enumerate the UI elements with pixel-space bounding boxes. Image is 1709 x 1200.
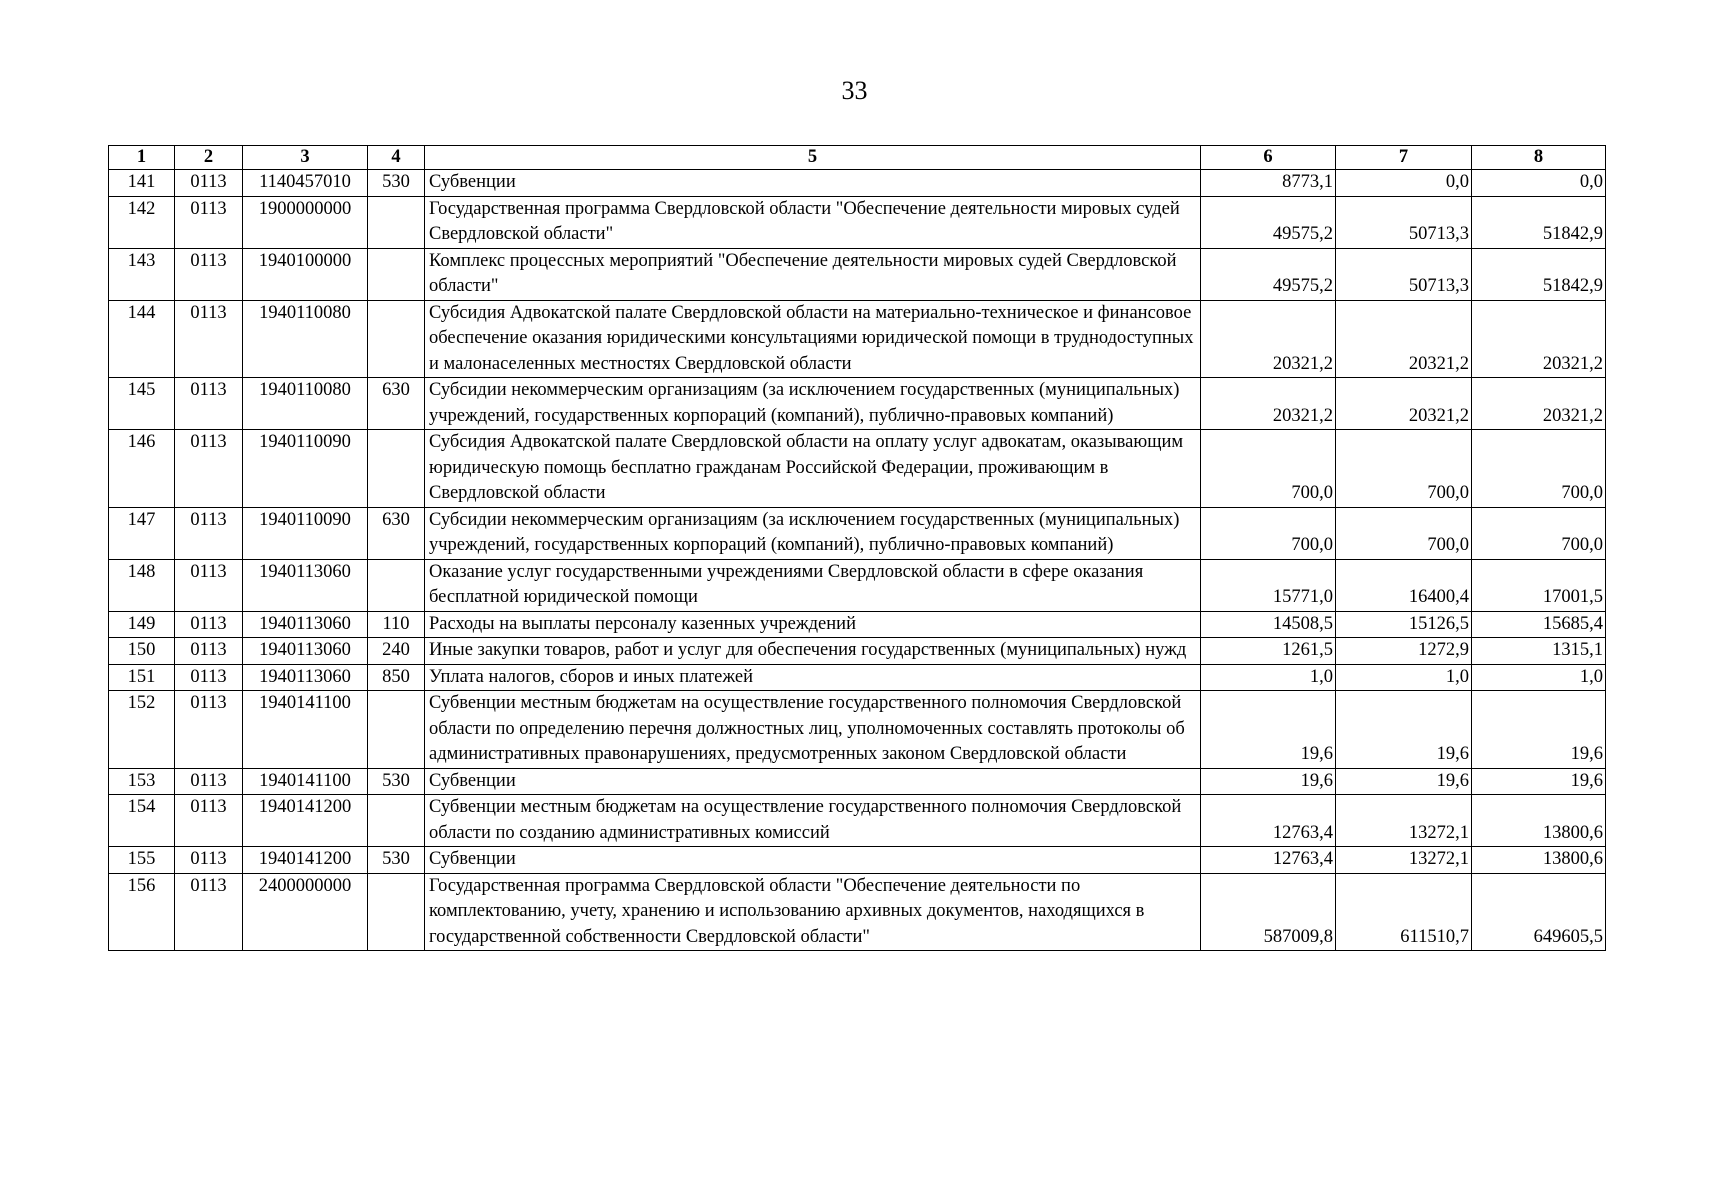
expense-type-cell [368, 430, 425, 508]
item-name-cell: Расходы на выплаты персоналу казенных учреждений [425, 611, 1201, 638]
section-code-cell: 0113 [175, 847, 243, 874]
amount-col8-cell: 20321,2 [1472, 378, 1606, 430]
row-number-cell: 142 [109, 196, 175, 248]
table-row [109, 847, 1606, 874]
amount-col8-cell: 1315,1 [1472, 638, 1606, 665]
target-code-cell: 1940113060 [243, 664, 368, 691]
item-name-cell: Субвенции [425, 847, 1201, 874]
expense-type-cell: 630 [368, 507, 425, 559]
amount-col7-cell: 50713,3 [1336, 248, 1472, 300]
row-number-cell: 145 [109, 378, 175, 430]
page-number: 33 [841, 76, 868, 105]
item-name-cell: Иные закупки товаров, работ и услуг для обеспечения государственных (муниципальных) нужд [425, 638, 1201, 665]
target-code-cell: 1940141200 [243, 795, 368, 847]
table-row [109, 170, 1606, 197]
amount-col7-cell: 13272,1 [1336, 795, 1472, 847]
amount-col7-cell: 20321,2 [1336, 300, 1472, 378]
amount-col6-cell: 1261,5 [1201, 638, 1336, 665]
expense-type-cell [368, 196, 425, 248]
item-name-cell: Комплекс процессных мероприятий "Обеспечение деятельности мировых судей Свердловской области" [425, 248, 1201, 300]
expense-type-cell [368, 559, 425, 611]
expense-type-cell: 110 [368, 611, 425, 638]
target-code-cell: 1940110080 [243, 378, 368, 430]
amount-col6-cell: 700,0 [1201, 430, 1336, 508]
table-row [109, 430, 1606, 508]
target-code-cell: 1140457010 [243, 170, 368, 197]
row-number-cell: 149 [109, 611, 175, 638]
target-code-cell: 1940110080 [243, 300, 368, 378]
section-code-cell: 0113 [175, 873, 243, 951]
amount-col8-cell: 1,0 [1472, 664, 1606, 691]
table-row [109, 795, 1606, 847]
column-header: 7 [1336, 146, 1472, 170]
budget-table [108, 145, 1606, 951]
section-code-cell: 0113 [175, 638, 243, 665]
amount-col8-cell: 649605,5 [1472, 873, 1606, 951]
row-number-cell: 141 [109, 170, 175, 197]
amount-col8-cell: 20321,2 [1472, 300, 1606, 378]
amount-col7-cell: 611510,7 [1336, 873, 1472, 951]
item-name-cell: Субсидия Адвокатской палате Свердловской области на оплату услуг адвокатам, оказывающим юридическую помощь бесплатно гражданам Российской Федерации, проживающим в Свердловской области [425, 430, 1201, 508]
table-row [109, 300, 1606, 378]
amount-col8-cell: 700,0 [1472, 507, 1606, 559]
amount-col8-cell: 51842,9 [1472, 248, 1606, 300]
amount-col7-cell: 19,6 [1336, 768, 1472, 795]
amount-col8-cell: 51842,9 [1472, 196, 1606, 248]
item-name-cell: Субсидия Адвокатской палате Свердловской области на материально-техническое и финансовое обеспечение оказания юридическими консультациями юридической помощи в труднодоступных и малонаселенных местностях Свердловской области [425, 300, 1201, 378]
section-code-cell: 0113 [175, 691, 243, 769]
target-code-cell: 1940113060 [243, 559, 368, 611]
amount-col6-cell: 15771,0 [1201, 559, 1336, 611]
amount-col8-cell: 15685,4 [1472, 611, 1606, 638]
amount-col7-cell: 16400,4 [1336, 559, 1472, 611]
amount-col6-cell: 20321,2 [1201, 300, 1336, 378]
target-code-cell: 1940141200 [243, 847, 368, 874]
item-name-cell: Субвенции местным бюджетам на осуществление государственного полномочия Свердловской области по созданию административных комиссий [425, 795, 1201, 847]
row-number-cell: 148 [109, 559, 175, 611]
row-number-cell: 144 [109, 300, 175, 378]
amount-col6-cell: 49575,2 [1201, 196, 1336, 248]
amount-col6-cell: 12763,4 [1201, 795, 1336, 847]
amount-col7-cell: 700,0 [1336, 430, 1472, 508]
amount-col8-cell: 0,0 [1472, 170, 1606, 197]
section-code-cell: 0113 [175, 768, 243, 795]
expense-type-cell: 530 [368, 847, 425, 874]
amount-col6-cell: 19,6 [1201, 768, 1336, 795]
amount-col7-cell: 15126,5 [1336, 611, 1472, 638]
target-code-cell: 1940110090 [243, 430, 368, 508]
item-name-cell: Государственная программа Свердловской области "Обеспечение деятельности мировых судей Свердловской области" [425, 196, 1201, 248]
amount-col8-cell: 13800,6 [1472, 795, 1606, 847]
item-name-cell: Субвенции [425, 170, 1201, 197]
section-code-cell: 0113 [175, 378, 243, 430]
amount-col7-cell: 20321,2 [1336, 378, 1472, 430]
expense-type-cell: 630 [368, 378, 425, 430]
row-number-cell: 151 [109, 664, 175, 691]
item-name-cell: Субвенции местным бюджетам на осуществление государственного полномочия Свердловской области по определению перечня должностных лиц, уполномоченных составлять протоколы об административных правонарушениях, предусмотренных законом Свердловской области [425, 691, 1201, 769]
table-row [109, 768, 1606, 795]
row-number-cell: 153 [109, 768, 175, 795]
amount-col6-cell: 19,6 [1201, 691, 1336, 769]
section-code-cell: 0113 [175, 795, 243, 847]
row-number-cell: 152 [109, 691, 175, 769]
item-name-cell: Субсидии некоммерческим организациям (за исключением государственных (муниципальных) учреждений, государственных корпораций (компаний), публично-правовых компаний) [425, 378, 1201, 430]
expense-type-cell: 530 [368, 768, 425, 795]
column-header: 1 [109, 146, 175, 170]
expense-type-cell: 240 [368, 638, 425, 665]
amount-col6-cell: 8773,1 [1201, 170, 1336, 197]
expense-type-cell [368, 795, 425, 847]
item-name-cell: Государственная программа Свердловской области "Обеспечение деятельности по комплектованию, учету, хранению и использованию архивных документов, находящихся в государственной собственности Свердловской области" [425, 873, 1201, 951]
section-code-cell: 0113 [175, 664, 243, 691]
table-row [109, 559, 1606, 611]
column-header: 6 [1201, 146, 1336, 170]
amount-col6-cell: 700,0 [1201, 507, 1336, 559]
section-code-cell: 0113 [175, 300, 243, 378]
amount-col6-cell: 12763,4 [1201, 847, 1336, 874]
item-name-cell: Субсидии некоммерческим организациям (за исключением государственных (муниципальных) учреждений, государственных корпораций (компаний), публично-правовых компаний) [425, 507, 1201, 559]
amount-col7-cell: 0,0 [1336, 170, 1472, 197]
amount-col7-cell: 1,0 [1336, 664, 1472, 691]
row-number-cell: 146 [109, 430, 175, 508]
expense-type-cell: 530 [368, 170, 425, 197]
column-header: 3 [243, 146, 368, 170]
amount-col8-cell: 19,6 [1472, 768, 1606, 795]
section-code-cell: 0113 [175, 559, 243, 611]
amount-col8-cell: 19,6 [1472, 691, 1606, 769]
table-row [109, 378, 1606, 430]
item-name-cell: Уплата налогов, сборов и иных платежей [425, 664, 1201, 691]
row-number-cell: 155 [109, 847, 175, 874]
amount-col7-cell: 700,0 [1336, 507, 1472, 559]
amount-col6-cell: 49575,2 [1201, 248, 1336, 300]
section-code-cell: 0113 [175, 196, 243, 248]
table-row [109, 664, 1606, 691]
table-row [109, 638, 1606, 665]
column-header: 2 [175, 146, 243, 170]
amount-col7-cell: 13272,1 [1336, 847, 1472, 874]
table-row [109, 691, 1606, 769]
amount-col7-cell: 19,6 [1336, 691, 1472, 769]
column-header: 5 [425, 146, 1201, 170]
table-row [109, 507, 1606, 559]
column-header: 8 [1472, 146, 1606, 170]
target-code-cell: 2400000000 [243, 873, 368, 951]
row-number-cell: 143 [109, 248, 175, 300]
section-code-cell: 0113 [175, 170, 243, 197]
row-number-cell: 156 [109, 873, 175, 951]
table-row [109, 611, 1606, 638]
expense-type-cell [368, 300, 425, 378]
table-row [109, 196, 1606, 248]
column-header: 4 [368, 146, 425, 170]
target-code-cell: 1900000000 [243, 196, 368, 248]
table-body [109, 170, 1606, 951]
header-row [109, 146, 1606, 170]
amount-col6-cell: 1,0 [1201, 664, 1336, 691]
amount-col8-cell: 13800,6 [1472, 847, 1606, 874]
expense-type-cell [368, 691, 425, 769]
amount-col8-cell: 700,0 [1472, 430, 1606, 508]
row-number-cell: 154 [109, 795, 175, 847]
amount-col8-cell: 17001,5 [1472, 559, 1606, 611]
expense-type-cell [368, 248, 425, 300]
amount-col7-cell: 50713,3 [1336, 196, 1472, 248]
amount-col6-cell: 587009,8 [1201, 873, 1336, 951]
target-code-cell: 1940113060 [243, 611, 368, 638]
target-code-cell: 1940141100 [243, 691, 368, 769]
target-code-cell: 1940113060 [243, 638, 368, 665]
table-row [109, 873, 1606, 951]
section-code-cell: 0113 [175, 611, 243, 638]
item-name-cell: Оказание услуг государственными учреждениями Свердловской области в сфере оказания бесплатной юридической помощи [425, 559, 1201, 611]
section-code-cell: 0113 [175, 430, 243, 508]
target-code-cell: 1940100000 [243, 248, 368, 300]
expense-type-cell [368, 873, 425, 951]
section-code-cell: 0113 [175, 248, 243, 300]
item-name-cell: Субвенции [425, 768, 1201, 795]
target-code-cell: 1940110090 [243, 507, 368, 559]
row-number-cell: 150 [109, 638, 175, 665]
table-row [109, 248, 1606, 300]
amount-col6-cell: 14508,5 [1201, 611, 1336, 638]
section-code-cell: 0113 [175, 507, 243, 559]
row-number-cell: 147 [109, 507, 175, 559]
expense-type-cell: 850 [368, 664, 425, 691]
target-code-cell: 1940141100 [243, 768, 368, 795]
amount-col6-cell: 20321,2 [1201, 378, 1336, 430]
amount-col7-cell: 1272,9 [1336, 638, 1472, 665]
